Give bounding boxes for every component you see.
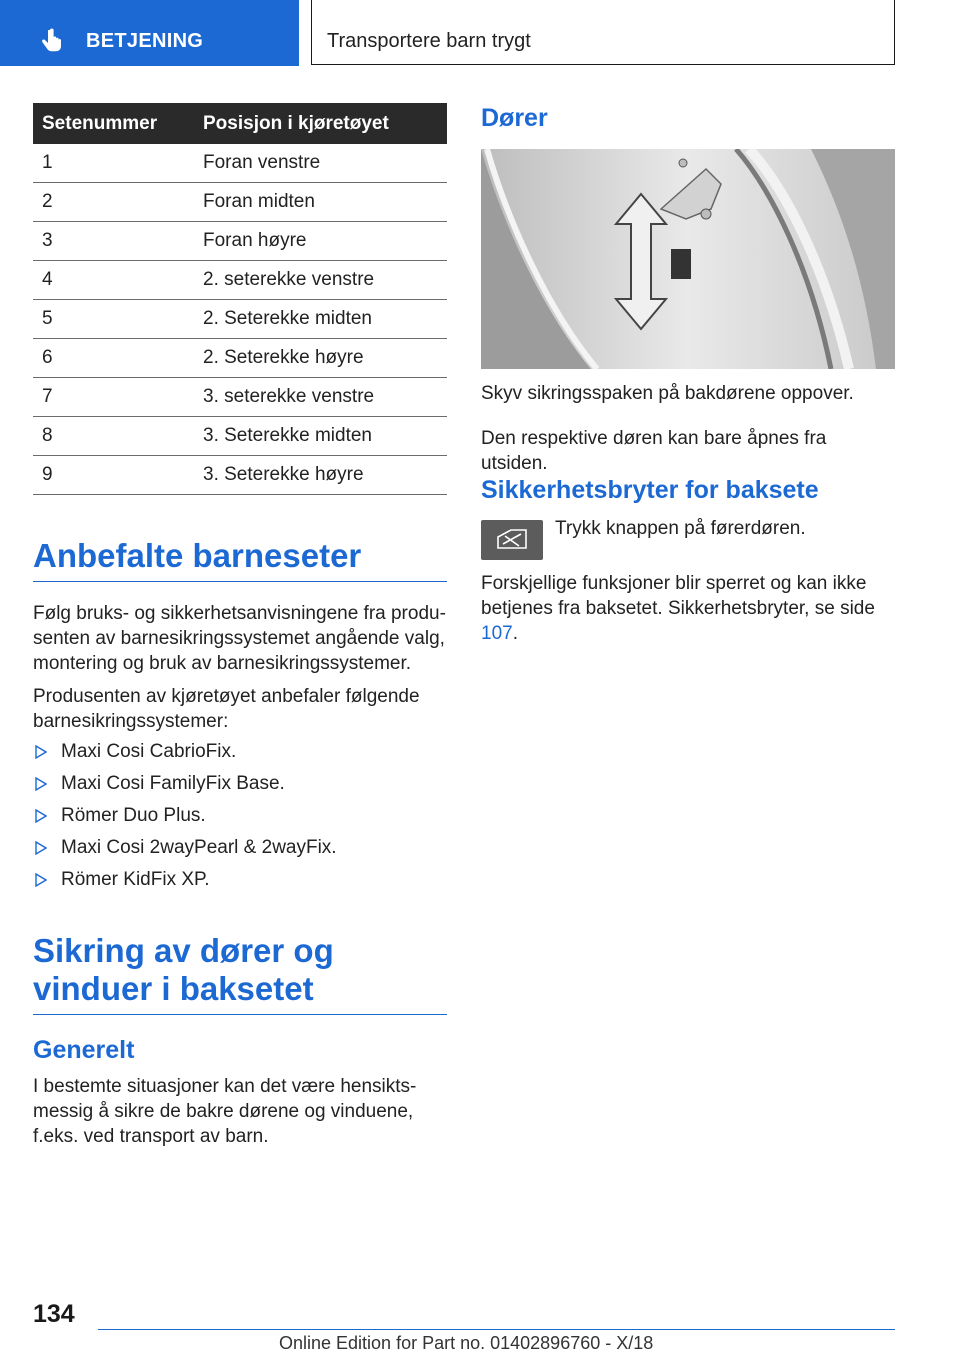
column-header: Posisjon i kjøretøyet <box>203 103 447 144</box>
seat-number: 5 <box>33 300 203 339</box>
table-row <box>33 456 447 495</box>
triangle-bullet-icon <box>35 745 47 759</box>
safety-switch-paragraph <box>481 571 895 646</box>
seat-position: Foran høyre <box>203 222 447 261</box>
hand-pointer-icon <box>38 27 66 55</box>
safety-switch-text: Forskjellige funksjoner blir sperret og kan ikke betjenes fra baksetet. Sikkerhetsbryter, se side <box>481 573 875 619</box>
seat-number: 7 <box>33 378 203 417</box>
table-header-row <box>33 103 447 144</box>
footer-edition-text: Online Edition for Part no. 01402896760 - X/18 <box>279 1333 654 1353</box>
window-lock-icon <box>481 520 543 560</box>
recommended-intro-paragraph: Følg bruks- og sikkerhetsanvisningene fra produsenten av barnesikringssystemet angående valg, montering og bruk av barnesikringssystemer. <box>33 603 446 674</box>
table-row <box>33 417 447 456</box>
doors-instruction: Skyv sikringsspaken på bakdørene oppover. <box>481 383 854 404</box>
chapter-header <box>311 0 895 65</box>
subheading-general: Generelt <box>33 1036 135 1064</box>
list-item-text: Maxi Cosi CabrioFix. <box>61 741 237 762</box>
door-child-lock-image <box>481 149 895 369</box>
table-row <box>33 183 447 222</box>
heading-safety-switch: Sikkerhetsbryter for baksete <box>481 476 819 504</box>
safety-switch-text-end: . <box>512 623 518 644</box>
triangle-bullet-icon <box>35 873 47 887</box>
heading-doors: Dører <box>481 104 548 132</box>
heading-recommended-child-seats: Anbefalte barneseter <box>33 537 447 582</box>
recommended-list-intro: Produsenten av kjøretøyet anbefaler følgende barnesikringssystemer: <box>33 686 420 732</box>
heading-securing-doors-windows: Sikring av dører og vinduer i baksetet <box>33 932 447 1015</box>
column-header: Setenummer <box>33 103 203 144</box>
seat-number: 9 <box>33 456 203 495</box>
page-number: 134 <box>33 1300 75 1328</box>
list-item <box>33 835 447 867</box>
section-tab <box>0 0 299 66</box>
seat-number: 2 <box>33 183 203 222</box>
list-item-text: Maxi Cosi FamilyFix Base. <box>61 773 285 794</box>
table-row <box>33 261 447 300</box>
triangle-bullet-icon <box>35 777 47 791</box>
list-item <box>33 771 447 803</box>
list-item-text: Maxi Cosi 2wayPearl & 2wayFix. <box>61 837 337 858</box>
seat-position: 3. seterekke venstre <box>203 378 447 417</box>
footer-divider <box>98 1329 895 1330</box>
seat-position: 3. Seterekke midten <box>203 417 447 456</box>
page-reference-link[interactable]: 107 <box>481 623 513 644</box>
list-item-text: Römer Duo Plus. <box>61 805 206 826</box>
seat-number: 8 <box>33 417 203 456</box>
seat-number: 1 <box>33 144 203 183</box>
list-item-text: Römer KidFix XP. <box>61 869 210 890</box>
seat-position: Foran venstre <box>203 144 447 183</box>
window-lock-button-icon-box <box>481 520 543 560</box>
seat-position: 3. Seterekke høyre <box>203 456 447 495</box>
seat-number: 6 <box>33 339 203 378</box>
recommended-seat-list <box>33 739 447 899</box>
triangle-bullet-icon <box>35 809 47 823</box>
seat-number: 3 <box>33 222 203 261</box>
list-item <box>33 739 447 771</box>
triangle-bullet-icon <box>35 841 47 855</box>
seat-position: 2. seterekke venstre <box>203 261 447 300</box>
chapter-title: Transportere barn trygt <box>327 30 531 52</box>
table-row <box>33 339 447 378</box>
seat-position: 2. Seterekke midten <box>203 300 447 339</box>
general-paragraph: I bestemte situasjoner kan det være hensiktsmessig å sikre de bakre dørene og vinduene, f.eks. ved transport av barn. <box>33 1076 417 1147</box>
list-item <box>33 803 447 835</box>
seat-position: Foran midten <box>203 183 447 222</box>
table-row <box>33 378 447 417</box>
table-row <box>33 300 447 339</box>
table-row <box>33 222 447 261</box>
section-label: BETJENING <box>86 30 204 52</box>
seat-number: 4 <box>33 261 203 300</box>
safety-switch-instruction: Trykk knappen på førerdøren. <box>555 518 806 539</box>
seat-position: 2. Seterekke høyre <box>203 339 447 378</box>
doors-note: Den respektive døren kan bare åpnes fra utsiden. <box>481 428 827 474</box>
table-row <box>33 144 447 183</box>
list-item <box>33 867 447 899</box>
seat-position-table <box>33 103 447 495</box>
